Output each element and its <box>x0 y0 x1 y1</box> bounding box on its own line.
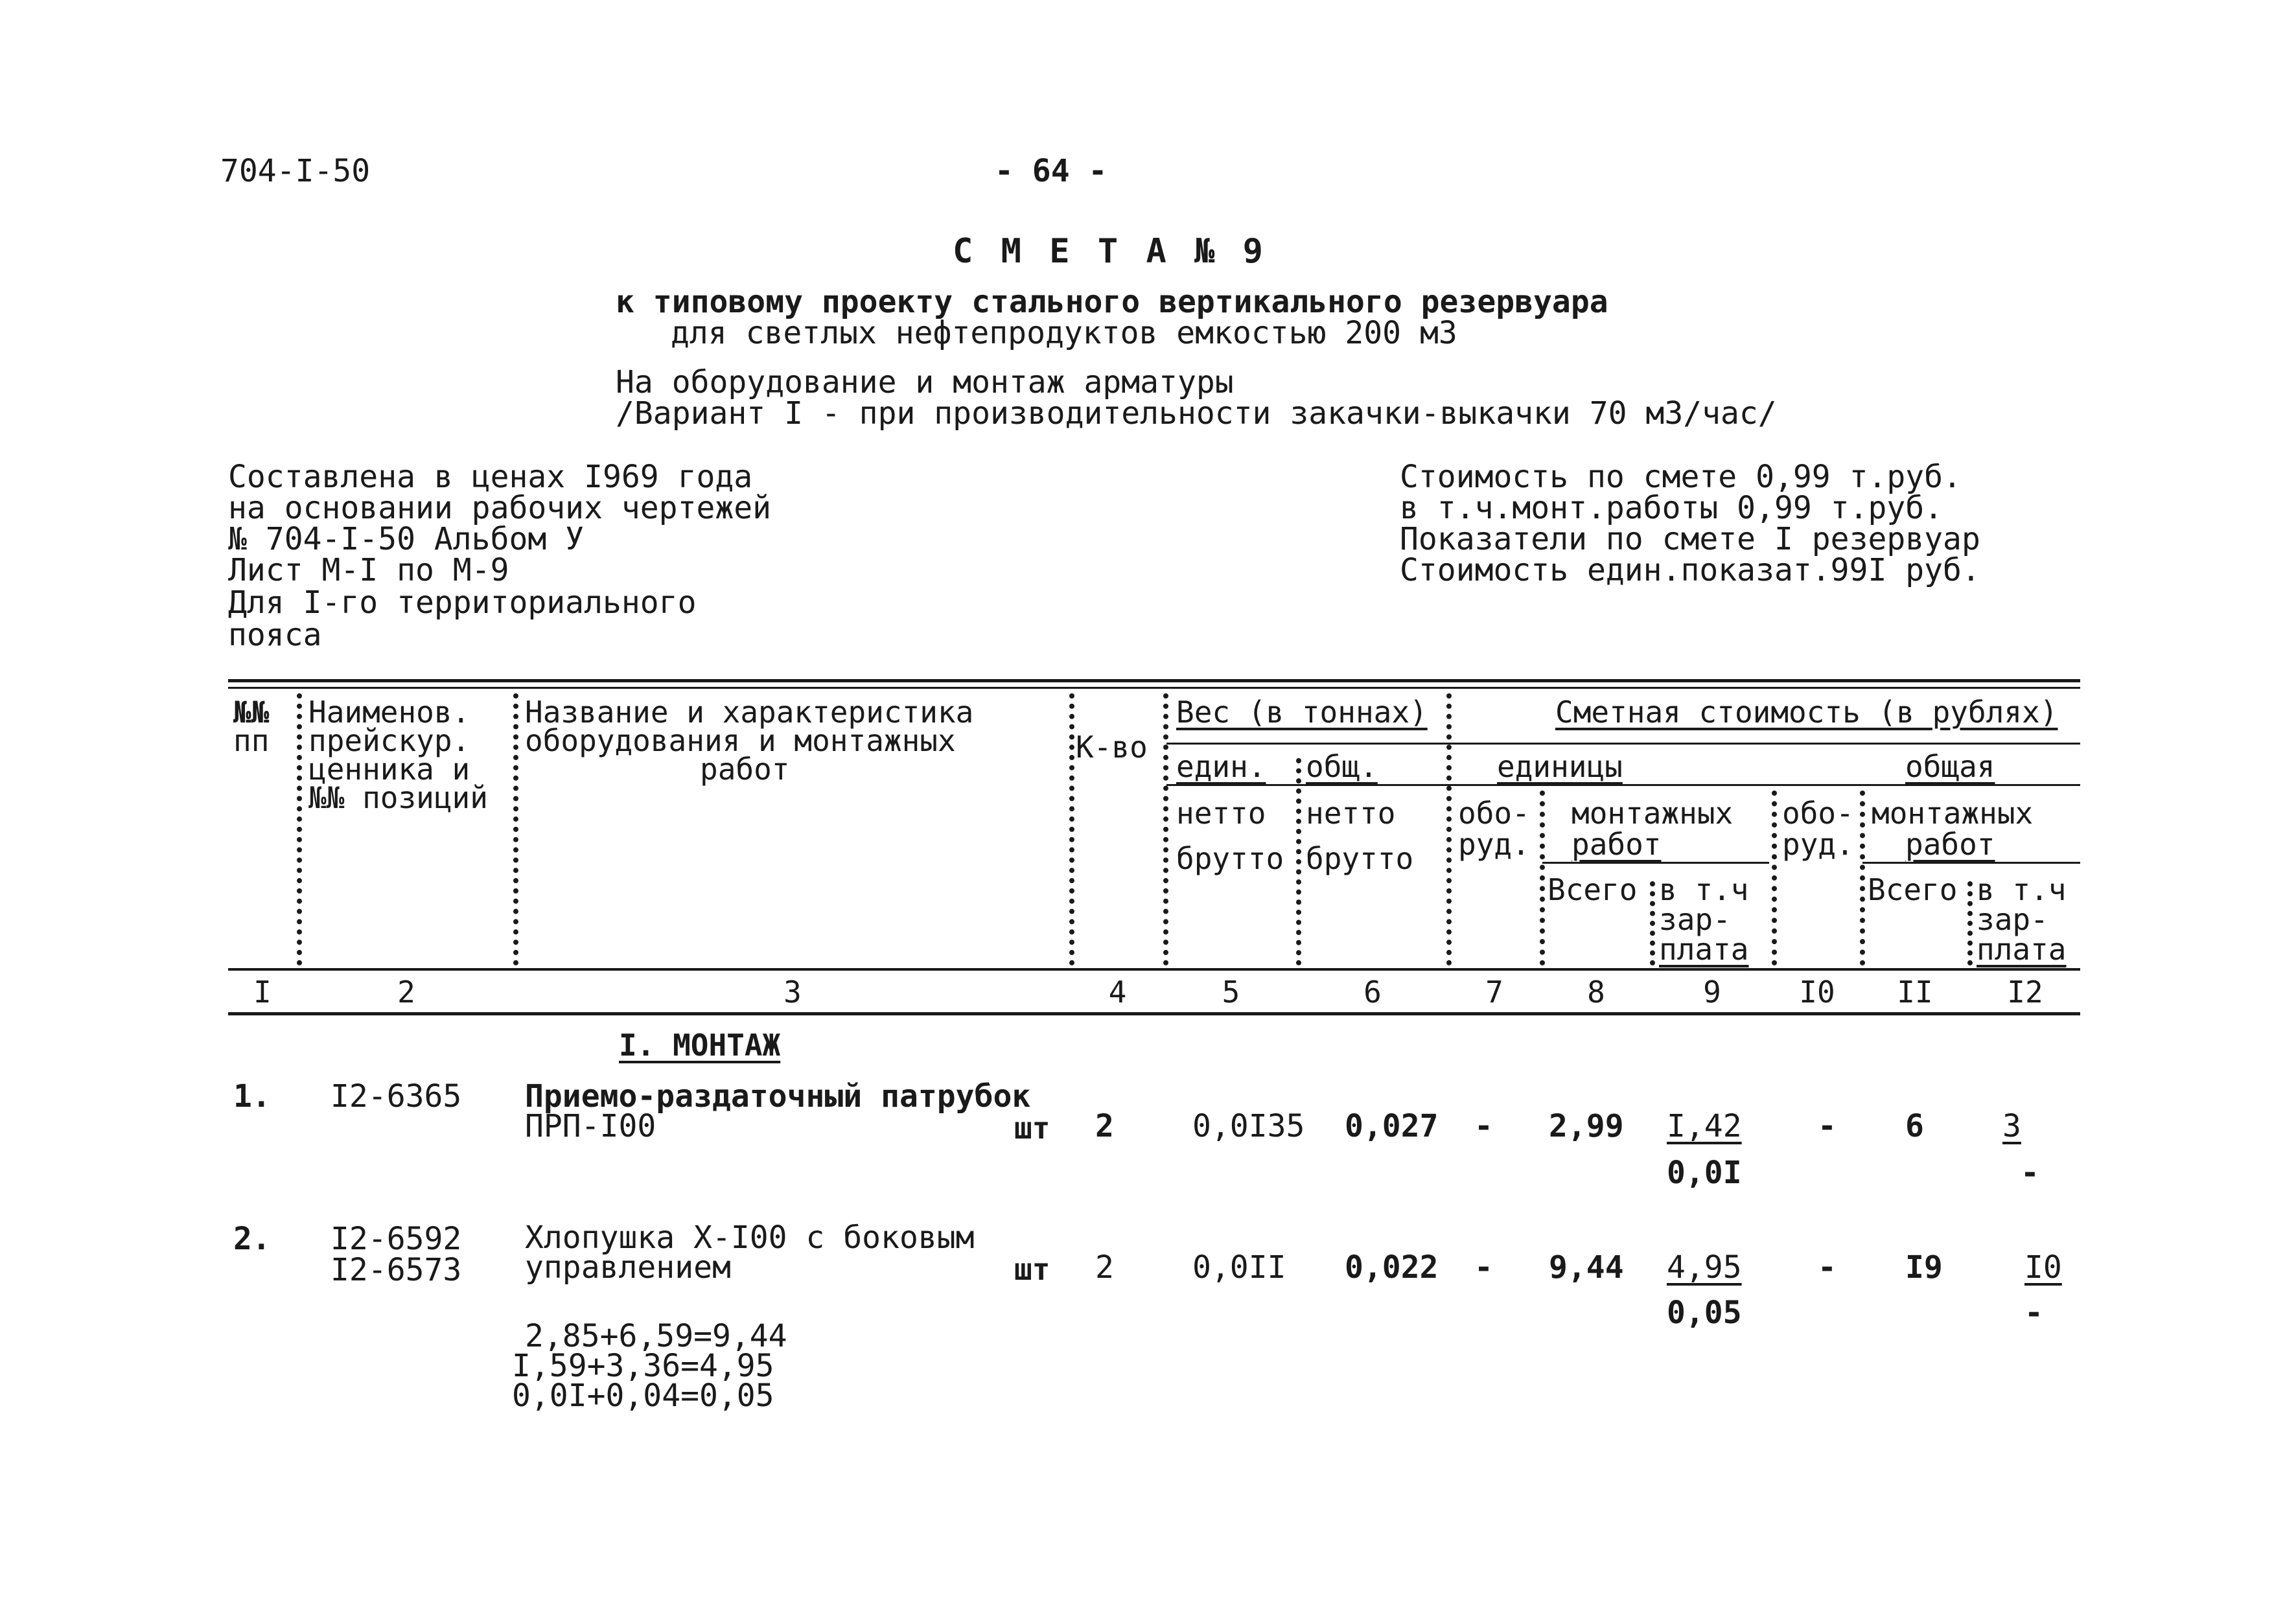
column-number: I2 <box>2007 975 2043 1010</box>
equipment-cost: - <box>1474 1249 1493 1286</box>
equipment-header: обо- <box>1458 796 1530 831</box>
scope-line-2: /Вариант I - при производительности закачки-выкачки 70 м3/час/ <box>616 395 1777 432</box>
equipment-header: руд. <box>1458 827 1530 862</box>
page-number: - 64 - <box>995 153 1107 189</box>
subtitle-line-1: к типовому проекту стального вертикального резервуара <box>616 284 1608 320</box>
installation-cost: 9,44 <box>1549 1249 1624 1286</box>
header-sub-rule <box>1166 784 2080 786</box>
total-header: Всего <box>1868 872 1958 907</box>
header-sub-rule <box>1542 862 1769 864</box>
header-top-rule <box>228 687 2080 689</box>
wage-cost-sub: 0,0I <box>1667 1155 1742 1191</box>
column-separator <box>1163 693 1168 965</box>
column-separator <box>297 693 302 965</box>
calc-note: 0,0I+0,04=0,05 <box>512 1378 774 1414</box>
equipment-header: обо- <box>1782 796 1854 831</box>
scope-line-1: На оборудование и монтаж арматуры <box>616 364 1234 400</box>
netto-header: нетто <box>1176 796 1266 831</box>
weight-unit: 0,0II <box>1192 1249 1286 1286</box>
column-number: I <box>253 975 272 1010</box>
wage-header: плата <box>1659 932 1749 967</box>
document-code: 704-I-50 <box>220 153 371 189</box>
unit: шт <box>1014 1252 1050 1287</box>
right-info-line: Показатели по смете I резервуар <box>1400 521 1980 557</box>
installation-header: монтажных <box>1571 796 1734 831</box>
column-number: 4 <box>1108 975 1127 1010</box>
column-separator <box>513 693 518 965</box>
installation-total: 6 <box>1905 1108 1924 1144</box>
wage-cost: I,42 <box>1667 1108 1742 1144</box>
cost-header: Сметная стоимость (в рублях) <box>1555 695 2058 730</box>
equipment-header: руд. <box>1782 827 1854 862</box>
calc-note: I,59+3,36=4,95 <box>512 1348 774 1384</box>
right-info-line: Стоимость по смете 0,99 т.руб. <box>1400 459 1962 495</box>
header-sub-rule <box>1862 862 2080 864</box>
weight-unit-header: един. <box>1176 749 1266 784</box>
equipment-total: - <box>1818 1249 1837 1286</box>
column-number: 3 <box>783 975 802 1010</box>
col-num-header: пп <box>233 723 270 758</box>
item-name: Хлопушка Х-I00 с боковым <box>525 1220 975 1256</box>
equipment-total: - <box>1818 1108 1837 1144</box>
left-info-line: на основании рабочих чертежей <box>228 490 772 526</box>
quantity: 2 <box>1095 1108 1114 1144</box>
column-number-rule <box>228 1012 2080 1015</box>
row-number: 1. <box>233 1078 271 1115</box>
wage-total-sub: - <box>2024 1295 2043 1331</box>
wage-cost-sub: 0,05 <box>1667 1295 1742 1331</box>
col-qty-header: К-во <box>1076 730 1148 765</box>
column-separator <box>1650 881 1655 965</box>
column-separator <box>1860 791 1865 965</box>
item-name: ПРП-I00 <box>525 1108 656 1144</box>
left-info-line: Составлена в ценах I969 года <box>228 459 753 495</box>
brutto-header: брутто <box>1306 841 1414 876</box>
column-separator <box>1772 791 1777 965</box>
column-separator <box>1069 693 1074 965</box>
col-code-header: ценника и <box>308 752 470 787</box>
unit: шт <box>1014 1111 1050 1146</box>
equipment-cost: - <box>1474 1108 1493 1144</box>
col-code-header: Наименов. <box>308 695 470 730</box>
column-separator <box>1296 758 1301 965</box>
row-number: 2. <box>233 1221 271 1257</box>
total-header: Всего <box>1548 872 1638 907</box>
column-number: 5 <box>1222 975 1240 1010</box>
subtitle-line-2: для светлых нефтепродуктов емкостью 200 м3 <box>671 315 1457 351</box>
col-name-header: Название и характеристика <box>525 695 974 730</box>
column-number: 7 <box>1485 975 1503 1010</box>
wage-header: в т.ч <box>1977 872 2067 907</box>
left-info-line: № 704-I-50 Альбом У <box>228 521 585 557</box>
weight-total: 0,022 <box>1345 1249 1439 1286</box>
wage-header: в т.ч <box>1659 872 1749 907</box>
wage-total: I0 <box>2024 1249 2062 1286</box>
section-title: I. МОНТАЖ <box>619 1028 781 1063</box>
column-separator <box>1446 693 1452 965</box>
right-info-line: Стоимость един.показат.99I руб. <box>1400 552 1980 588</box>
item-name: управлением <box>525 1249 731 1286</box>
column-separator <box>1540 791 1545 965</box>
weight-total: 0,027 <box>1345 1108 1439 1144</box>
cost-total-header: общая <box>1905 749 1995 784</box>
col-name-header: работ <box>700 752 790 787</box>
left-info-line: Для I-го территориального <box>228 584 697 621</box>
left-info-line: пояса <box>228 617 322 653</box>
installation-header: работ <box>1571 827 1662 862</box>
installation-cost: 2,99 <box>1549 1108 1624 1144</box>
weight-header: Вес (в тоннах) <box>1176 695 1428 730</box>
wage-header: зар- <box>1659 902 1731 937</box>
quantity: 2 <box>1095 1249 1114 1286</box>
price-code: I2-6365 <box>330 1078 462 1115</box>
netto-header: нетто <box>1306 796 1396 831</box>
column-number: 2 <box>397 975 415 1010</box>
wage-header: плата <box>1977 932 2067 967</box>
cost-unit-header: единицы <box>1497 749 1623 784</box>
col-code-header: прейскур. <box>308 723 470 758</box>
header-bottom-rule <box>228 968 2080 971</box>
wage-total-sub: - <box>2021 1155 2039 1191</box>
wage-cost: 4,95 <box>1667 1249 1742 1286</box>
column-number: 8 <box>1587 975 1605 1010</box>
installation-header: монтажных <box>1872 796 2034 831</box>
column-number: II <box>1897 975 1933 1010</box>
wage-header: зар- <box>1977 902 2048 937</box>
col-code-header: №№ позиций <box>308 780 488 815</box>
item-name: Приемо-раздаточный патрубок <box>525 1078 1031 1115</box>
right-info-line: в т.ч.монт.работы 0,99 т.руб. <box>1400 490 1943 526</box>
column-number: 6 <box>1363 975 1382 1010</box>
installation-total: I9 <box>1905 1249 1943 1286</box>
left-info-line: Лист М-I по М-9 <box>228 552 509 588</box>
document-title: С М Е Т А № 9 <box>953 232 1267 271</box>
price-code: I2-6573 <box>330 1252 462 1288</box>
column-number: I0 <box>1799 975 1835 1010</box>
col-num-header: №№ <box>233 695 270 730</box>
column-number: 9 <box>1703 975 1721 1010</box>
installation-header: работ <box>1905 827 1995 862</box>
brutto-header: брутто <box>1176 841 1284 876</box>
column-separator <box>1967 881 1973 965</box>
header-sub-rule <box>1166 743 2080 745</box>
col-name-header: оборудования и монтажных <box>525 723 956 758</box>
header-top-rule <box>228 679 2080 682</box>
wage-total: 3 <box>2002 1108 2021 1144</box>
weight-unit: 0,0I35 <box>1192 1108 1305 1144</box>
calc-note: 2,85+6,59=9,44 <box>525 1318 787 1354</box>
price-code: I2-6592 <box>330 1221 462 1257</box>
weight-total-header: общ. <box>1306 749 1378 784</box>
